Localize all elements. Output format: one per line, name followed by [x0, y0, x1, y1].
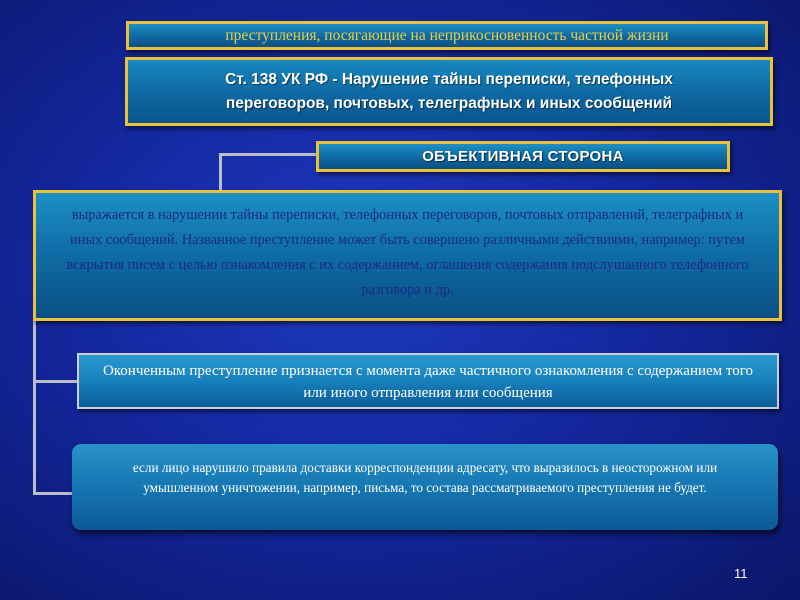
connector-to-completion	[33, 380, 78, 383]
slide-heading: преступления, посягающие на неприкосновенность частной жизни	[126, 21, 768, 50]
negligence-note: если лицо нарушило правила доставки корреспонденции адресату, что выразилось в неосторожном или умышленном уничтожении, например, письма, то состава рассматриваемого преступления не будет.	[72, 444, 778, 530]
article-title-box	[125, 57, 773, 126]
completion-note: Оконченным преступление признается с момента даже частичного ознакомления с содержанием того или иного отправления или сообщения	[77, 353, 779, 409]
connector-to-negligence	[33, 492, 73, 495]
objective-side-label: ОБЪЕКТИВНАЯ СТОРОНА	[316, 141, 730, 172]
connector-horizontal-top	[219, 153, 318, 156]
article-title-line2: переговоров, почтовых, телеграфных и иных сообщений	[225, 95, 673, 112]
article-title-line1: Ст. 138 УК РФ - Нарушение тайны переписки, телефонных	[225, 71, 673, 88]
connector-vertical-left	[33, 318, 36, 495]
connector-vertical-top	[219, 153, 222, 191]
objective-side-description: выражается в нарушении тайны переписки, телефонных переговоров, почтовых отправлений, телеграфных и иных сообщений. Названное преступление может быть совершено различными действиями, например: путем вскрытия писем с целью ознакомления с их содержанием, оглашения содержания подслушанного телефонного разговора и др.	[33, 190, 782, 321]
page-number: 11	[734, 566, 748, 581]
